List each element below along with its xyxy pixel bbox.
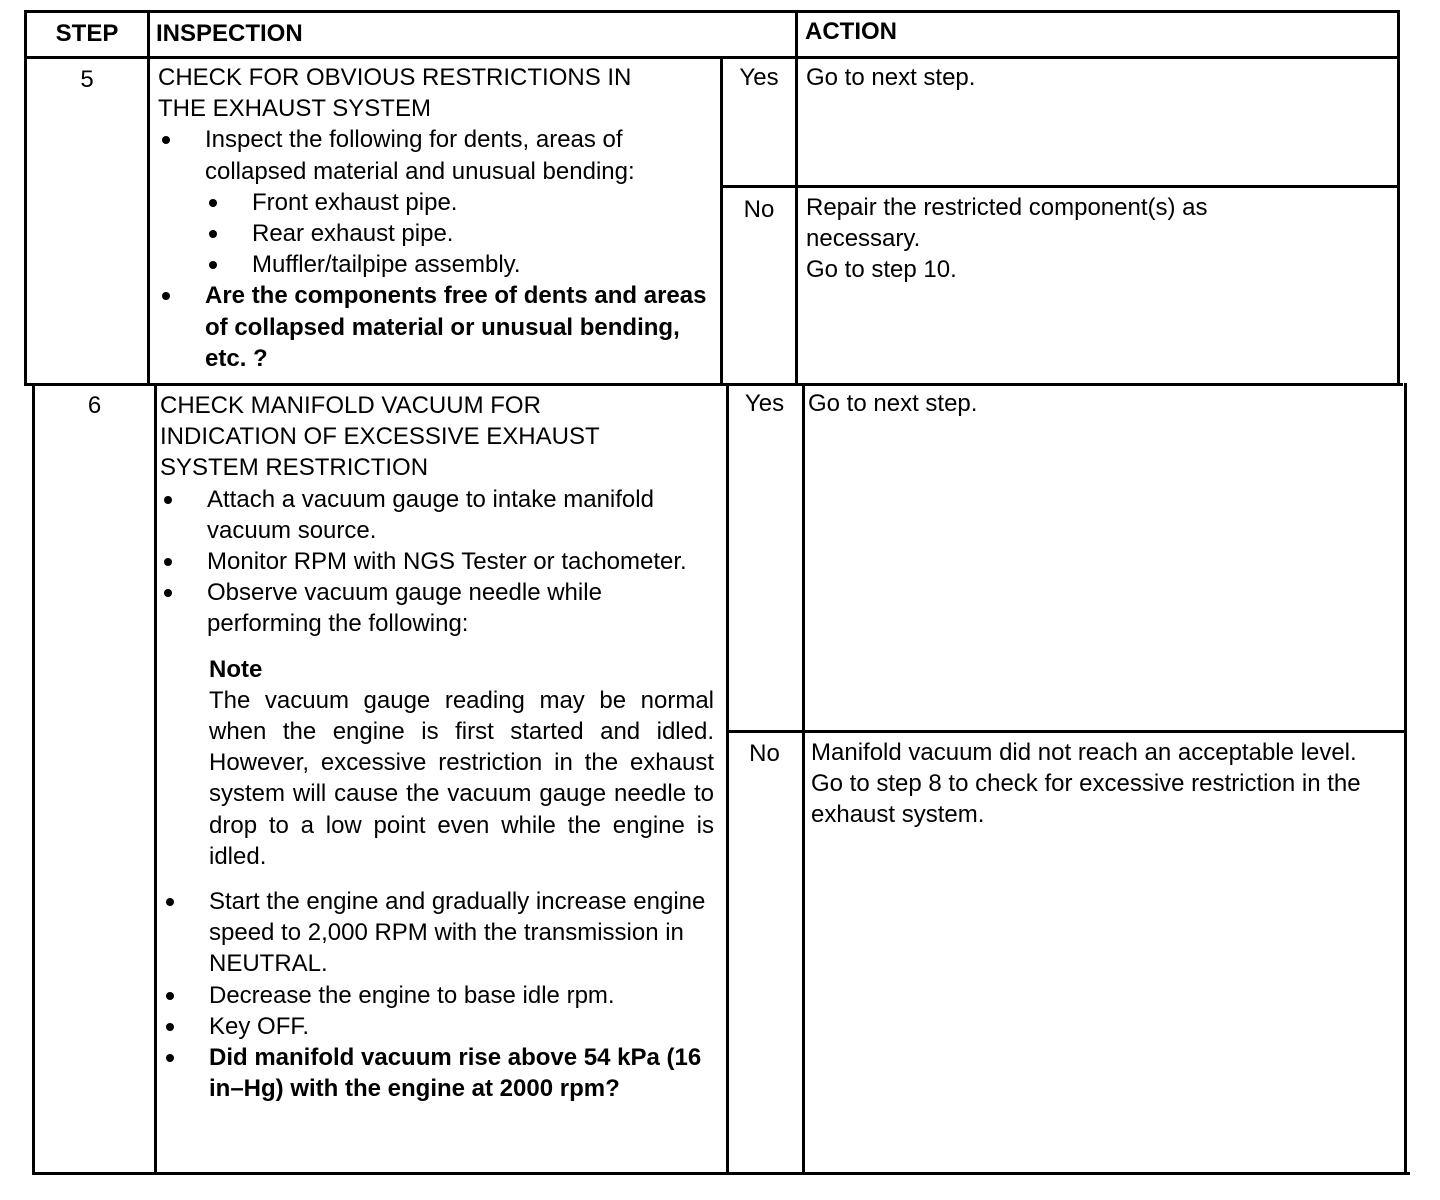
question-item: Are the components free of dents and areas of collapsed material or unusual bending, etc. ?: [158, 280, 714, 374]
note-title: Note: [209, 655, 263, 683]
list-item: Front exhaust pipe.: [205, 187, 714, 218]
header-inspection: INSPECTION: [156, 20, 303, 47]
rule: [154, 383, 157, 1175]
no-action-line: Manifold vacuum did not reach an acceptable level.: [811, 739, 1357, 766]
step-title: THE EXHAUST SYSTEM: [158, 95, 431, 123]
list-item: Monitor RPM with NGS Tester or tachometer.: [160, 546, 716, 577]
header-step: STEP: [55, 20, 119, 47]
no-action: [811, 737, 1399, 831]
list-item: Observe vacuum gauge needle while performing the following:: [160, 577, 716, 639]
rule: [26, 383, 1403, 386]
step-title: CHECK FOR OBVIOUS RESTRICTIONS IN: [158, 64, 632, 91]
bullet-list: [160, 484, 716, 640]
step-title: INDICATION OF EXCESSIVE EXHAUST: [160, 423, 600, 451]
rule: [32, 1172, 1410, 1175]
step-inspection: [158, 62, 714, 374]
no-action: [806, 192, 1276, 286]
list-item: Decrease the engine to base idle rpm.: [162, 980, 716, 1011]
bullet-list: [158, 124, 714, 186]
note-block: [209, 654, 714, 872]
bullet-list: [158, 280, 714, 374]
step-title: CHECK MANIFOLD VACUUM FOR: [160, 392, 541, 419]
sub-bullet-list: [205, 187, 714, 281]
bullet-list: [160, 886, 716, 1104]
rule: [24, 10, 1400, 13]
no-label: No: [743, 196, 775, 223]
rule: [24, 56, 1400, 59]
rule: [722, 185, 1400, 188]
rule: [727, 730, 1407, 733]
list-item: Attach a vacuum gauge to intake manifold vacuum source.: [160, 484, 716, 546]
question-item: Did manifold vacuum rise above 54 kPa (16 in–Hg) with the engine at 2000 rpm?: [162, 1042, 716, 1104]
list-item: Muffler/tailpipe assembly.: [205, 249, 714, 280]
rule: [147, 10, 150, 386]
step-number: 5: [80, 66, 94, 93]
no-action-line: Go to step 8 to check for excessive restriction in the exhaust system.: [811, 770, 1361, 829]
no-label: No: [749, 740, 780, 767]
yes-label: Yes: [744, 390, 785, 417]
list-item: Key OFF.: [162, 1011, 716, 1042]
header-action: ACTION: [805, 18, 897, 45]
list-item: Inspect the following for dents, areas of collapsed material and unusual bending:: [158, 124, 714, 186]
no-action-line: Go to step 10.: [806, 256, 957, 284]
rule: [1397, 10, 1400, 386]
step-title: SYSTEM RESTRICTION: [160, 454, 429, 482]
step-number: 6: [87, 392, 102, 419]
rule: [32, 383, 35, 1175]
yes-action: Go to next step.: [806, 64, 976, 91]
note-body: The vacuum gauge reading may be normal when the engine is first started and idled. However, excessive restriction in the exhaust system will cause the vacuum gauge needle to drop to a low point even while the engine is idled.: [209, 686, 714, 870]
no-action-line: Repair the restricted component(s) as necessary.: [806, 194, 1208, 253]
step-inspection: [160, 390, 716, 1104]
rule: [802, 383, 805, 1175]
list-item: Start the engine and gradually increase engine speed to 2,000 RPM with the transmission in NEUTRAL.: [162, 886, 716, 980]
rule: [726, 383, 729, 1175]
yes-action: Go to next step.: [808, 390, 978, 417]
yes-label: Yes: [739, 64, 779, 91]
rule: [1404, 383, 1407, 1175]
list-item: Rear exhaust pipe.: [205, 218, 714, 249]
rule: [795, 10, 798, 386]
